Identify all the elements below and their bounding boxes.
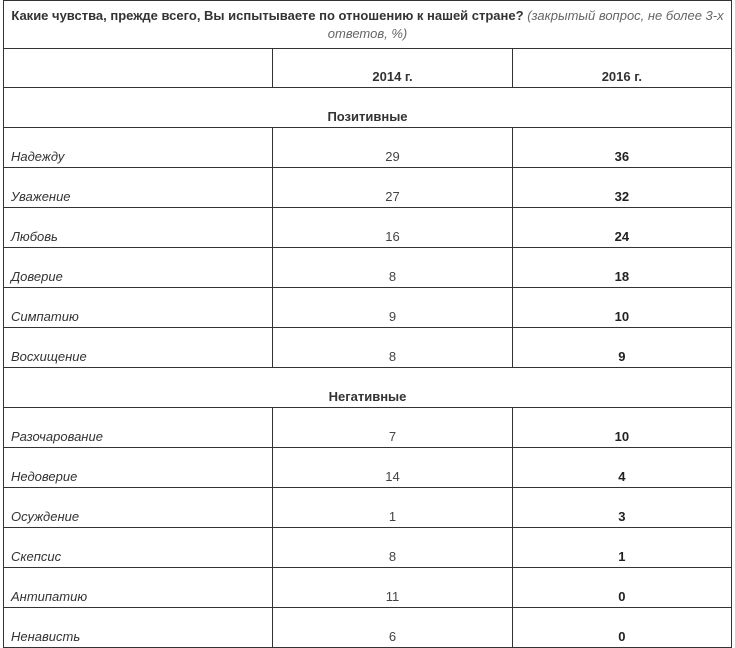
table-row — [4, 288, 732, 328]
title-row — [4, 1, 732, 49]
header-row — [4, 49, 732, 88]
row-label: Разочарование — [4, 408, 273, 448]
row-label: Восхищение — [4, 328, 273, 368]
table-row — [4, 168, 732, 208]
row-label: Осуждение — [4, 488, 273, 528]
table-row — [4, 408, 732, 448]
row-label: Антипатию — [4, 568, 273, 608]
row-label: Ненависть — [4, 608, 273, 648]
value-2016: 0 — [512, 608, 731, 648]
section-label-negative: Негативные — [4, 368, 732, 408]
row-label: Скепсис — [4, 528, 273, 568]
table-row — [4, 328, 732, 368]
value-2014: 9 — [273, 288, 512, 328]
header-empty-cell — [4, 49, 273, 88]
value-2016: 9 — [512, 328, 731, 368]
value-2016: 18 — [512, 248, 731, 288]
table-row — [4, 528, 732, 568]
value-2016: 0 — [512, 568, 731, 608]
value-2014: 1 — [273, 488, 512, 528]
value-2014: 8 — [273, 328, 512, 368]
value-2014: 11 — [273, 568, 512, 608]
row-label: Надежду — [4, 128, 273, 168]
table-row — [4, 568, 732, 608]
survey-table — [3, 0, 732, 648]
title-note: (закрытый вопрос, не более 3-х ответов, %) — [327, 8, 724, 41]
value-2016: 1 — [512, 528, 731, 568]
value-2014: 16 — [273, 208, 512, 248]
value-2014: 8 — [273, 528, 512, 568]
row-label: Доверие — [4, 248, 273, 288]
value-2016: 4 — [512, 448, 731, 488]
table-row — [4, 248, 732, 288]
row-label: Симпатию — [4, 288, 273, 328]
table-row — [4, 208, 732, 248]
value-2014: 29 — [273, 128, 512, 168]
value-2014: 8 — [273, 248, 512, 288]
table-row — [4, 448, 732, 488]
section-row-negative — [4, 368, 732, 408]
value-2016: 36 — [512, 128, 731, 168]
value-2016: 32 — [512, 168, 731, 208]
value-2014: 27 — [273, 168, 512, 208]
table-title — [4, 1, 732, 49]
row-label: Любовь — [4, 208, 273, 248]
value-2016: 3 — [512, 488, 731, 528]
table-row — [4, 488, 732, 528]
value-2016: 10 — [512, 408, 731, 448]
title-question: Какие чувства, прежде всего, Вы испытываете по отношению к нашей стране? — [11, 8, 524, 23]
header-2014: 2014 г. — [273, 49, 512, 88]
table-row — [4, 608, 732, 648]
value-2014: 14 — [273, 448, 512, 488]
value-2016: 24 — [512, 208, 731, 248]
value-2014: 6 — [273, 608, 512, 648]
section-label-positive: Позитивные — [4, 88, 732, 128]
section-row-positive — [4, 88, 732, 128]
row-label: Уважение — [4, 168, 273, 208]
value-2016: 10 — [512, 288, 731, 328]
value-2014: 7 — [273, 408, 512, 448]
header-2016: 2016 г. — [512, 49, 731, 88]
table-row — [4, 128, 732, 168]
row-label: Недоверие — [4, 448, 273, 488]
